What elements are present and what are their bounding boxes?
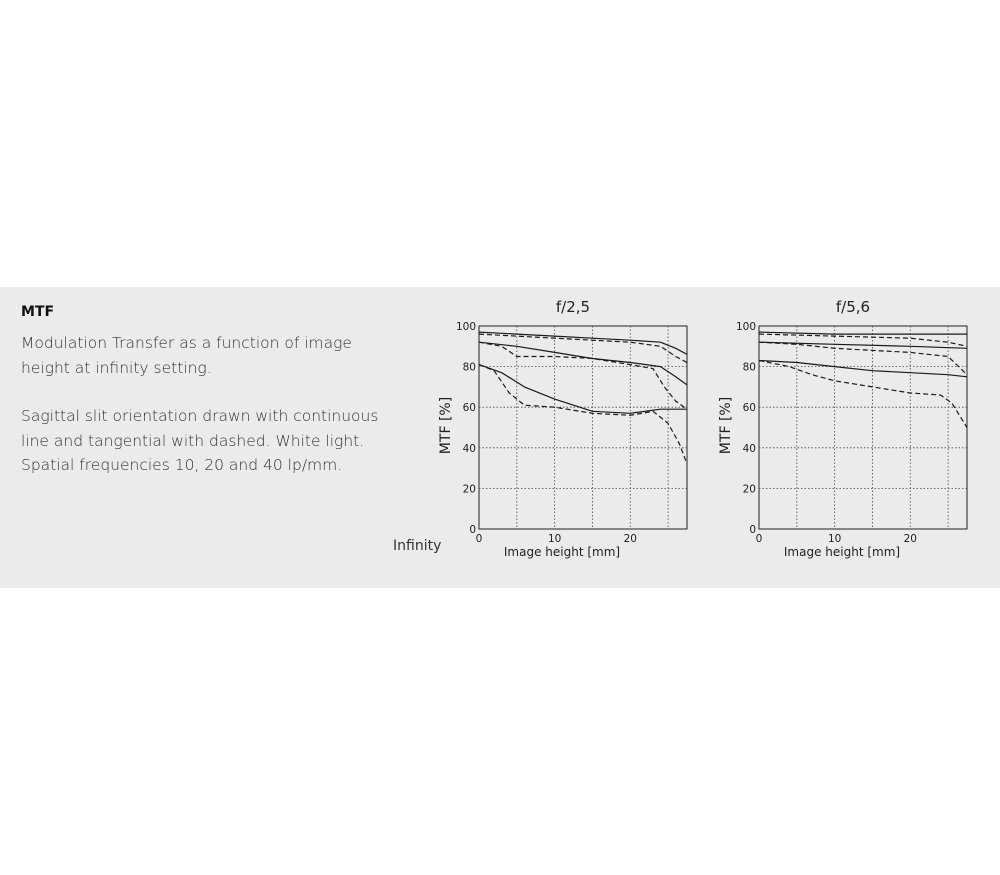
section-heading: MTF: [21, 304, 55, 320]
x-tick-label: 0: [475, 533, 483, 545]
y-axis-label: MTF [%]: [438, 396, 454, 455]
sagittal-mtf-line: [479, 332, 687, 354]
x-tick-label: 10: [547, 533, 562, 545]
x-tick-label: 20: [903, 533, 917, 545]
description-line: Spatial frequencies 10, 20 and 40 lp/mm.: [21, 456, 343, 474]
description-line: Sagittal slit orientation drawn with continuous: [21, 407, 379, 425]
focus-setting-label: Infinity: [393, 538, 442, 554]
y-tick-label: 60: [462, 402, 476, 415]
y-tick-label: 20: [462, 483, 476, 496]
sagittal-mtf-line: [759, 342, 967, 348]
tangential-mtf-line: [479, 342, 687, 409]
y-tick-label: 0: [469, 524, 476, 536]
y-axis-label: MTF [%]: [718, 396, 734, 455]
y-tick-label: 40: [462, 442, 476, 455]
description-line: height at infinity setting.: [21, 358, 212, 377]
y-tick-label: 60: [742, 402, 756, 415]
tangential-mtf-line: [479, 365, 687, 464]
y-tick-label: 80: [462, 361, 476, 374]
chart-title: f/5,6: [835, 298, 871, 316]
y-tick-label: 100: [455, 321, 476, 333]
x-tick-label: 10: [827, 533, 842, 545]
y-tick-label: 20: [742, 483, 756, 496]
x-axis-label: Image height [mm]: [783, 545, 901, 559]
sagittal-mtf-line: [759, 332, 967, 334]
x-axis-label: Image height [mm]: [503, 545, 621, 559]
sagittal-mtf-line: [479, 365, 687, 414]
x-tick-label: 0: [755, 533, 763, 545]
x-tick-label: 20: [623, 533, 637, 545]
y-tick-label: 40: [742, 442, 756, 455]
tangential-mtf-line: [759, 361, 967, 428]
sagittal-mtf-line: [759, 361, 967, 377]
y-tick-label: 100: [735, 321, 756, 333]
plot-frame: [759, 326, 967, 529]
y-tick-label: 0: [749, 524, 756, 536]
description-line: line and tangential with dashed. White light.: [21, 431, 365, 450]
chart-title: f/2,5: [555, 298, 591, 316]
description-line: Modulation Transfer as a function of image: [21, 334, 352, 352]
y-tick-label: 80: [742, 361, 756, 374]
